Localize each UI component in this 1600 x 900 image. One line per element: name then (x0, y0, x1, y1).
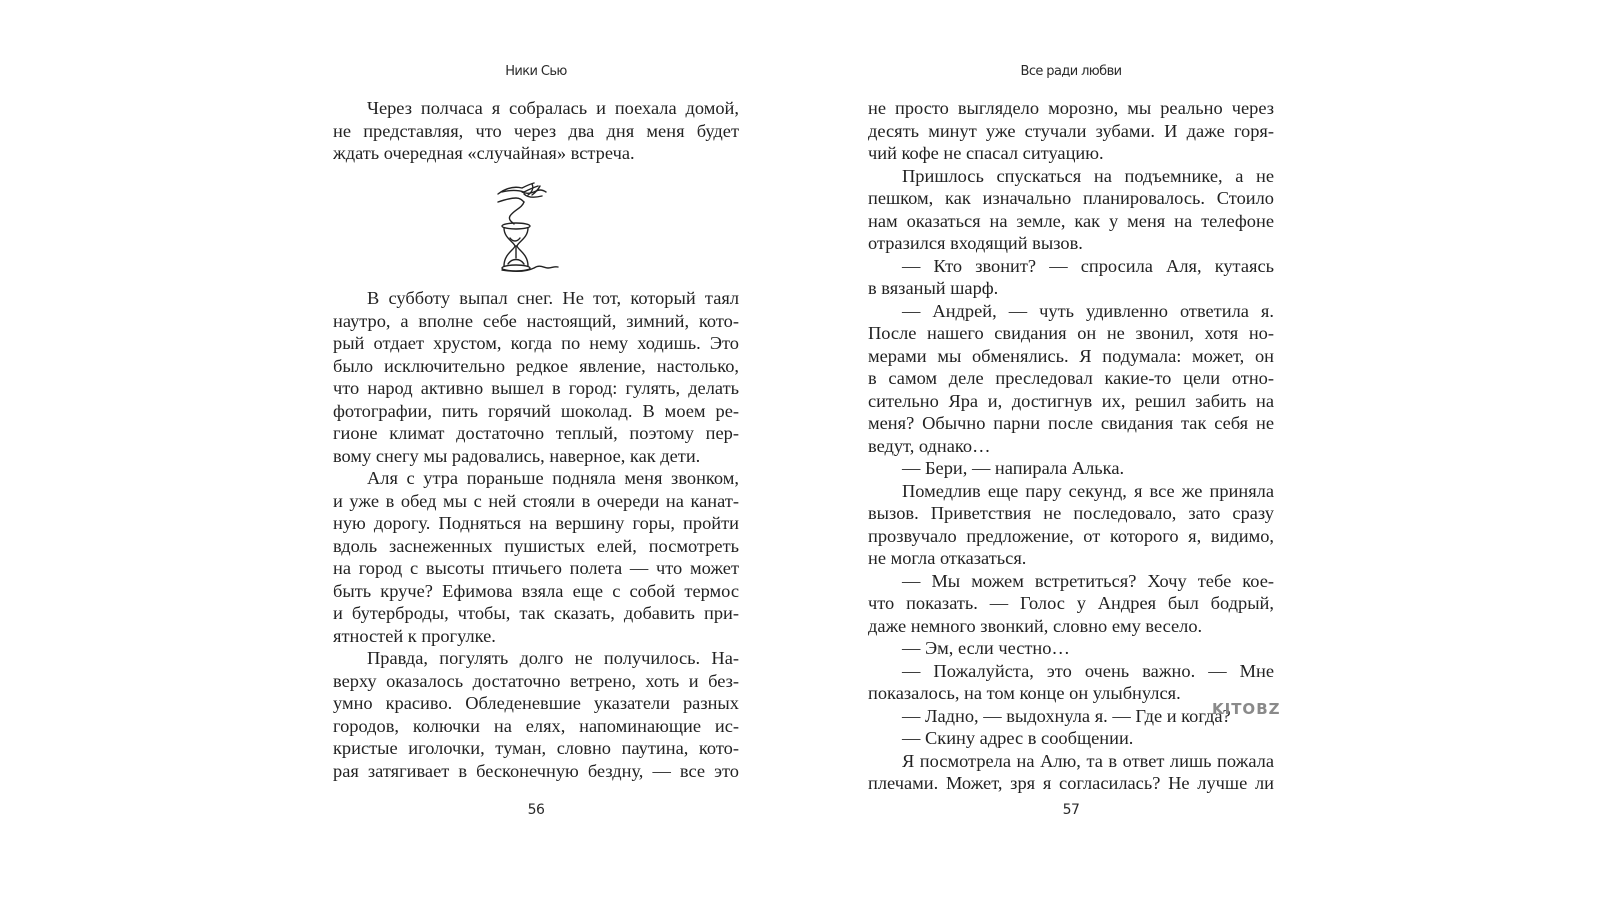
paragraph (868, 255, 1274, 300)
text-line: Аля с утра пораньше подняла меня звонком, (367, 468, 739, 488)
text-line: быть круче? Ефимова взяла еще с собой термос (333, 580, 739, 601)
running-head-title: Все ради любви (1020, 64, 1122, 79)
paragraph (868, 727, 1274, 750)
text-line: — Скину адрес в сообщении. (902, 728, 1134, 748)
paragraph (868, 570, 1274, 638)
paragraph (868, 457, 1274, 480)
paragraph (333, 287, 739, 467)
text-line: показалось, на том конце он улыбнулся. (868, 683, 1181, 703)
text-block-after-ornament (333, 287, 739, 782)
left-page (333, 0, 739, 900)
text-line: верху оказалось достаточно ветрено, хоть и без- (333, 670, 739, 691)
text-block-right (868, 97, 1274, 795)
paragraph (868, 480, 1274, 570)
text-line: Я посмотрела на Алю, та в ответ лишь пожала (902, 750, 1274, 771)
text-line: было исключительно редкое явление, настолько, (333, 355, 739, 376)
text-line: — Бери, — напирала Алька. (902, 458, 1125, 478)
text-line: меня? Обычно парни после свидания так себя не (868, 413, 1274, 433)
text-line: плечами. Может, зря я согласилась? Не лучше ли (868, 773, 1274, 793)
paragraph (868, 637, 1274, 660)
paragraph (333, 97, 739, 165)
text-line: — Мы можем встретиться? Хочу тебе кое- (902, 570, 1274, 591)
text-line: кристые иголочки, туман, словно паутина, кото- (333, 738, 739, 758)
text-line: рый отдает хрустом, когда по нему ходишь. Это (333, 333, 739, 353)
text-line: рая затягивает в бесконечную бездну, — все это (333, 760, 739, 781)
text-line: что народ активно вышел в город: гулять, делать (333, 378, 739, 398)
text-line: Помедлив еще пару секунд, я все же приняла (902, 480, 1274, 501)
text-line: вому снегу мы радовались, наверное, как дети. (333, 445, 701, 466)
paragraph (868, 165, 1274, 255)
text-line: После нашего свидания он не звонил, хотя но- (868, 323, 1274, 343)
paragraph (868, 300, 1274, 458)
text-line: нам оказаться на земле, как у меня на телефоне (868, 210, 1274, 231)
text-line: городов, колючки на елях, напоминающие ис- (333, 715, 739, 736)
text-line: фотографии, пить горячий шоколад. В моем ре- (333, 400, 739, 421)
text-line: Через полчаса я собралась и поехала домой, (367, 98, 739, 118)
text-line: и уже в обед мы с ней стояли в очереди на канат- (333, 490, 739, 511)
text-line: даже немного звонкий, словно ему весело. (868, 615, 1203, 636)
text-line: — Пожалуйста, это очень важно. — Мне (902, 660, 1274, 681)
text-line: ятностей к прогулке. (333, 625, 496, 646)
text-line: что показать. — Голос у Андрея был бодрый, (868, 593, 1274, 613)
running-head-author: Ники Сью (505, 64, 567, 79)
text-line: умно красиво. Обледеневшие указатели разных (333, 693, 739, 713)
text-line: не просто выглядело морозно, мы реально через (868, 98, 1274, 118)
text-line: ведут, однако… (868, 435, 991, 456)
text-line: В субботу выпал снег. Не тот, который таял (367, 288, 739, 308)
text-line: гионе климат достаточно теплый, поэтому пер- (333, 423, 739, 443)
text-line: пешком, как изначально планировалось. Стоило (868, 188, 1274, 208)
text-line: Правда, погулять долго не получилось. На- (367, 648, 739, 668)
text-line: чий кофе не спасал ситуацию. (868, 143, 1104, 163)
text-line: прозвучало предложение, от которого я, видимо, (868, 525, 1274, 546)
text-line: отразился входящий вызов. (868, 233, 1083, 253)
paragraph (868, 97, 1274, 165)
right-page (868, 0, 1274, 900)
text-line: вызов. Приветствия не последовало, зато сразу (868, 503, 1274, 523)
text-line: в вязаный шарф. (868, 278, 999, 298)
text-line: ждать очередная «случайная» встреча. (333, 143, 635, 163)
text-line: вдоль заснеженных пушистых елей, посмотреть (333, 535, 739, 556)
text-line: десять минут уже стучали зубами. И даже горя- (868, 120, 1274, 141)
text-block-before-ornament (333, 97, 739, 165)
text-line: — Андрей, — чуть удивленно ответила я. (902, 300, 1274, 321)
page-number-left: 56 (527, 802, 545, 818)
text-line: Пришлось спускаться на подъемнике, а не (902, 165, 1274, 186)
paragraph (333, 647, 739, 782)
text-line: в самом деле преследовал какие-то цели отно- (868, 368, 1274, 388)
text-line: не представляя, что через два дня меня будет (333, 120, 739, 141)
text-line: — Ладно, — выдохнула я. — Где и когда? (902, 705, 1231, 726)
text-line: — Кто звонит? — спросила Аля, кутаясь (902, 255, 1274, 276)
text-line: не могла отказаться. (868, 548, 1027, 568)
text-line: — Эм, если честно… (902, 638, 1070, 658)
text-line: на город с высоты птичьего полета — что может (333, 558, 739, 578)
text-line: мерами мы обменялись. Я подумала: может, он (868, 345, 1274, 366)
paragraph (868, 660, 1274, 705)
page-number-right: 57 (1062, 802, 1080, 818)
paragraph (868, 750, 1274, 795)
hourglass-hand-ornament-icon (488, 180, 566, 276)
watermark-logo: KITOBZ (1212, 700, 1281, 718)
text-line: наутро, а вполне себе настоящий, зимний, кото- (333, 310, 739, 331)
text-line: ную дорогу. Подняться на вершину горы, пройти (333, 513, 739, 533)
paragraph (333, 467, 739, 647)
text-line: и бутерброды, чтобы, так сказать, добавить при- (333, 603, 739, 623)
text-line: сительно Яра и, достигнув их, решил забить на (868, 390, 1274, 411)
